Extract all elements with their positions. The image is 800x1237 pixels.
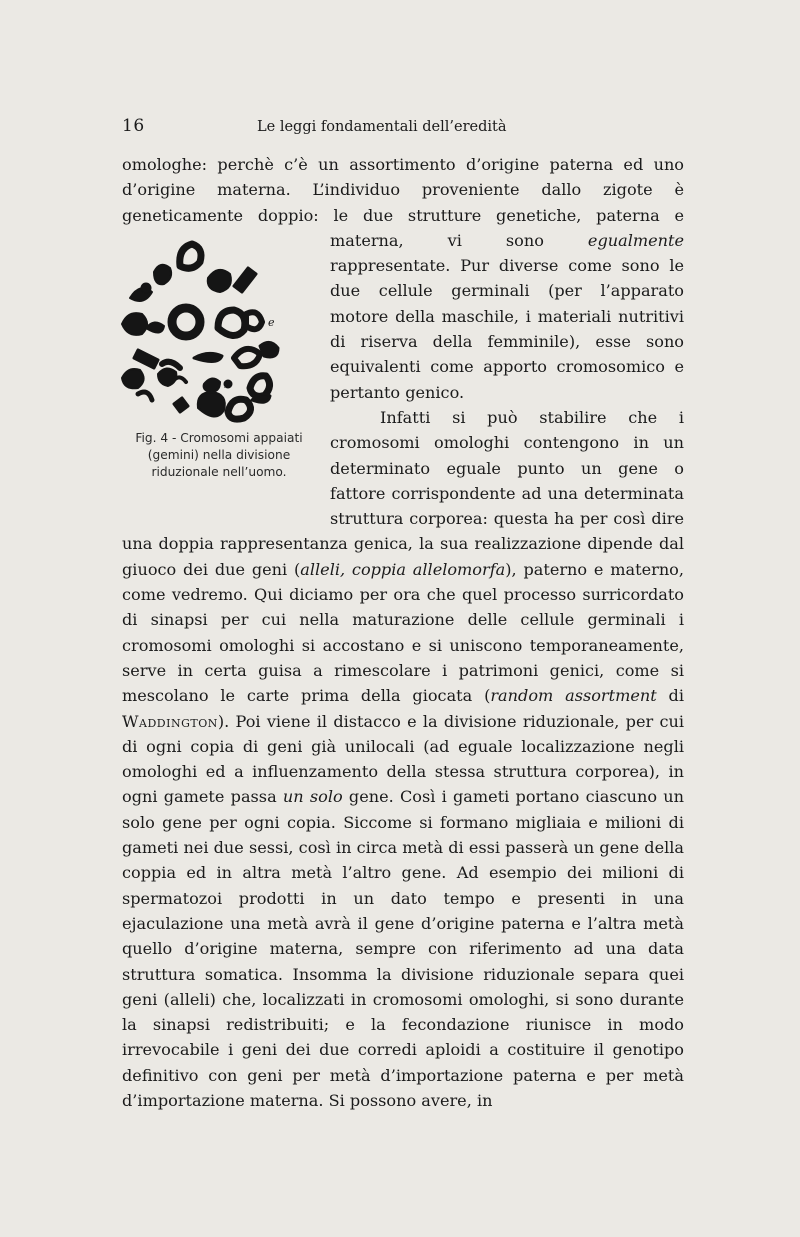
chromosome-pair-10 bbox=[194, 353, 222, 361]
chromosome-pair-18 bbox=[198, 392, 225, 417]
figure-chromosomes bbox=[116, 228, 316, 520]
running-title: Le leggi fondamentali dell’eredità bbox=[257, 119, 507, 135]
p2-text-a: Infatti si può stabilire che i cromosomi omologhi contengono in un determinato eguale punto un gene o fattore corrispondente ad una determinata struttura corporea: questa ha per così dire una doppia rappresentanza genica, la sua realizzazione dipende dal giuoco dei due geni ( bbox=[122, 407, 684, 579]
chromosome-pair-6 bbox=[122, 313, 164, 335]
p2-text-b: ), paterno e materno, come vedremo. Qui diciamo per ora che quel processo surricordato di sinapsi per cui nella maturazione delle cellule germinali i cromosomi omologhi si accostano e si uniscono temporaneamente, serve in certa guisa a rimescolare i patrimoni genici, come si mescolano le carte prima della giocata ( bbox=[122, 559, 684, 706]
chromosome-pair-13 bbox=[122, 369, 152, 400]
figure-label-x: x bbox=[224, 379, 230, 391]
p2-text-d: ). Poi viene il distacco e la divisione riduzionale, per cui di ogni copia di geni già unilocali (ad eguale localizzazione negli omologhi ed a influenzamento della stessa struttura corporea), in ogni gamete passa bbox=[122, 711, 684, 807]
paragraph-1 bbox=[122, 152, 684, 479]
chromosome-pair-3 bbox=[180, 244, 201, 268]
chromosome-pair-12 bbox=[260, 342, 278, 357]
chromosome-pair-5 bbox=[234, 268, 256, 292]
chromosome-pair-7 bbox=[172, 308, 200, 336]
p1-text-a: omologhe: perchè c’è un assortimento d’origine paterna ed uno d’origine materna. L’individuo proveniente dallo zigote è geneticamente doppio: le due strutture genetiche, paterna e materna, vi sono bbox=[122, 155, 684, 250]
chromosome-pair-8 bbox=[218, 310, 262, 336]
chromosome-pair-17 bbox=[174, 398, 188, 412]
p2-author: Waddington bbox=[122, 711, 218, 731]
chromosome-pair-1 bbox=[130, 283, 152, 301]
p2-italic-alleli: alleli, coppia allelomorfa bbox=[300, 559, 506, 579]
page-number: 16 bbox=[122, 116, 145, 136]
chromosome-pair-11 bbox=[234, 349, 260, 366]
chromosome-pairs-illustration bbox=[116, 228, 316, 428]
chromosome-pair-4 bbox=[208, 270, 231, 292]
chromosome-pair-19 bbox=[228, 394, 270, 419]
p2-italic-random: random assortment bbox=[490, 686, 657, 706]
p2-italic-un-solo: un solo bbox=[282, 787, 343, 807]
p1-text-b: rappresentate. Pur diverse come sono le due cellule germinali (per l’apparato motore della maschile, i materiali nutritivi di riserva della femminile), esse sono equivalenti come apporto cromosomico e pertanto genico. bbox=[330, 256, 684, 402]
page-header bbox=[122, 116, 682, 146]
figure-caption: Fig. 4 - Cromosomi appaiati (gemini) nella divisione riduzionale nell’uomo. bbox=[135, 430, 303, 479]
p2-text-e: gene. Così i gameti portano ciascuno un solo gene per ogni copia. Siccome si formano migliaia e milioni di gameti nei due sessi, così in circa metà di essi passerà un gene della coppia ed in altra metà l’altro gene. Ad esempio dei milioni di spermatozoi prodotti in un dato tempo e presenti in una ejaculazione una metà avrà il gene d’origine paterna e l’altra metà quello d’origine materna, sempre con riferimento ad una data struttura somatica. Insomma la divisione riduzionale separa quei geni (alleli) che, localizzati in cromosomi omologhi, si sono durante la sinapsi redistribuiti; e la fecondazione riunisce in modo irrevocabile i geni dei due corredi aploidi a costituire il genotipo definitivo con geni per metà d’importazione paterna e per metà d’importazione materna. Si possono avere, in bbox=[122, 787, 684, 1110]
chromosome-pair-14 bbox=[158, 368, 186, 386]
p1-italic: egualmente bbox=[587, 230, 684, 250]
chromosome-pair-9 bbox=[134, 350, 180, 368]
chromosome-pair-2 bbox=[154, 265, 171, 284]
figure-label-e: e bbox=[268, 315, 275, 329]
p2-text-c: di bbox=[656, 686, 684, 706]
body-text bbox=[122, 152, 684, 1113]
